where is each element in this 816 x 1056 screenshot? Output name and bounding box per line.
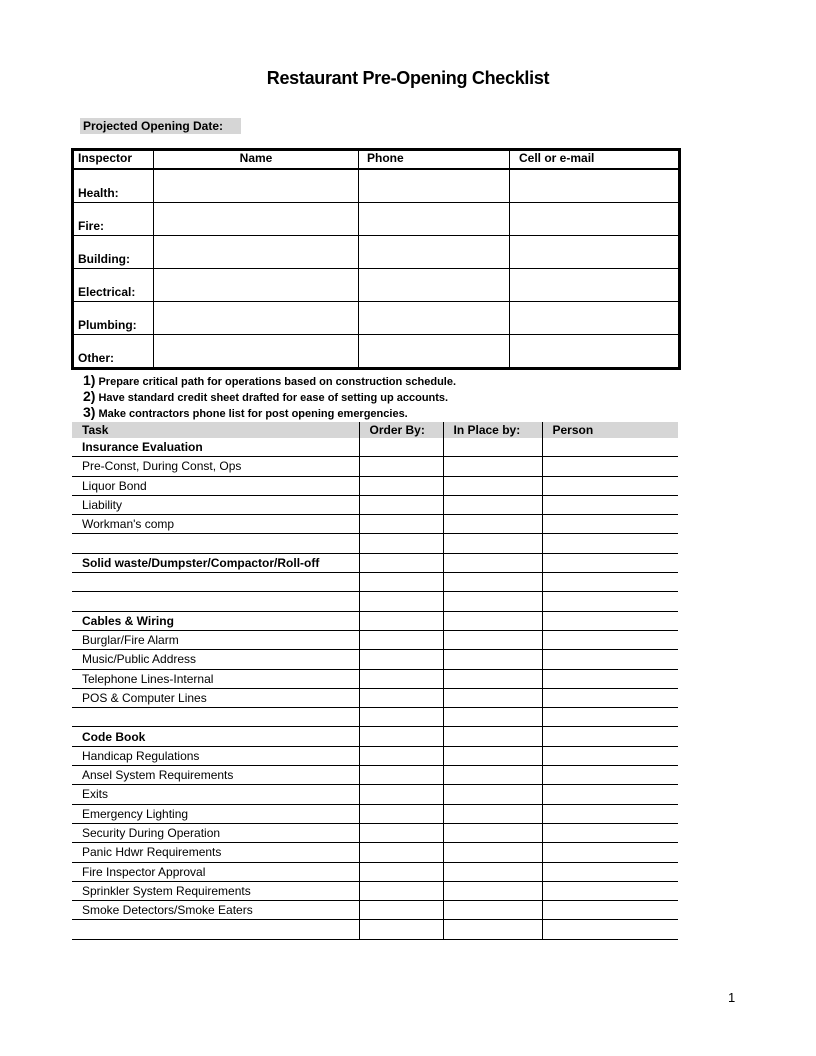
- order-by-cell[interactable]: [359, 708, 443, 727]
- name-cell[interactable]: [154, 236, 359, 269]
- person-cell[interactable]: [542, 843, 678, 862]
- person-cell[interactable]: [542, 592, 678, 611]
- header-order-by: Order By:: [359, 422, 443, 438]
- person-cell[interactable]: [542, 708, 678, 727]
- task-label: Fire Inspector Approval: [72, 862, 359, 881]
- in-place-by-cell[interactable]: [443, 708, 542, 727]
- name-cell[interactable]: [154, 169, 359, 203]
- task-label: Liability: [72, 495, 359, 514]
- order-by-cell[interactable]: [359, 592, 443, 611]
- inspector-row-plumbing: [73, 302, 680, 335]
- order-by-cell[interactable]: [359, 515, 443, 534]
- person-cell[interactable]: [542, 920, 678, 939]
- task-label: Sprinkler System Requirements: [72, 881, 359, 900]
- order-by-cell[interactable]: [359, 630, 443, 649]
- name-cell[interactable]: [154, 302, 359, 335]
- inspector-row-building: [73, 236, 680, 269]
- order-by-cell[interactable]: [359, 920, 443, 939]
- task-label: Solid waste/Dumpster/Compactor/Roll-off: [72, 553, 359, 572]
- header-phone: Phone: [359, 150, 510, 170]
- task-section-row: [72, 611, 678, 630]
- in-place-by-cell[interactable]: [443, 515, 542, 534]
- task-label: Pre-Const, During Const, Ops: [72, 457, 359, 476]
- task-label: [72, 708, 359, 727]
- inspector-label: Plumbing:: [73, 302, 154, 335]
- person-cell[interactable]: [542, 901, 678, 920]
- header-cell-email: Cell or e-mail: [510, 150, 680, 170]
- page-number: 1: [728, 990, 736, 1005]
- task-label: Panic Hdwr Requirements: [72, 843, 359, 862]
- task-label: Handicap Regulations: [72, 746, 359, 765]
- header-name: Name: [154, 150, 359, 170]
- projected-opening-date-label: Projected Opening Date:: [80, 118, 241, 134]
- person-cell[interactable]: [542, 553, 678, 572]
- order-by-cell[interactable]: [359, 746, 443, 765]
- step-text: Have standard credit sheet drafted for ease of setting up accounts.: [98, 392, 449, 404]
- in-place-by-cell[interactable]: [443, 611, 542, 630]
- step-text: Prepare critical path for operations based on construction schedule.: [98, 376, 457, 388]
- inspector-row-other: [73, 335, 680, 369]
- order-by-cell[interactable]: [359, 457, 443, 476]
- task-row: [72, 843, 678, 862]
- in-place-by-cell[interactable]: [443, 553, 542, 572]
- in-place-by-cell[interactable]: [443, 476, 542, 495]
- task-section-row: [72, 727, 678, 746]
- phone-cell[interactable]: [359, 236, 510, 269]
- steps-list: [83, 372, 456, 420]
- in-place-by-cell[interactable]: [443, 823, 542, 842]
- order-by-cell[interactable]: [359, 901, 443, 920]
- task-row: [72, 515, 678, 534]
- in-place-by-cell[interactable]: [443, 881, 542, 900]
- task-label: Security During Operation: [72, 823, 359, 842]
- task-row: [72, 457, 678, 476]
- person-cell[interactable]: [542, 515, 678, 534]
- order-by-cell[interactable]: [359, 804, 443, 823]
- order-by-cell[interactable]: [359, 862, 443, 881]
- task-row: [72, 708, 678, 727]
- order-by-cell[interactable]: [359, 495, 443, 514]
- name-cell[interactable]: [154, 335, 359, 369]
- task-row: [72, 688, 678, 707]
- task-row: [72, 920, 678, 939]
- in-place-by-cell[interactable]: [443, 727, 542, 746]
- in-place-by-cell[interactable]: [443, 630, 542, 649]
- phone-cell[interactable]: [359, 335, 510, 369]
- person-cell[interactable]: [542, 457, 678, 476]
- header-in-place-by: In Place by:: [443, 422, 542, 438]
- in-place-by-cell[interactable]: [443, 901, 542, 920]
- phone-cell[interactable]: [359, 269, 510, 302]
- header-task: Task: [72, 422, 359, 438]
- task-row: [72, 881, 678, 900]
- task-label: Burglar/Fire Alarm: [72, 630, 359, 649]
- task-row: [72, 592, 678, 611]
- person-cell[interactable]: [542, 804, 678, 823]
- task-label: [72, 920, 359, 939]
- phone-cell[interactable]: [359, 302, 510, 335]
- inspector-label: Fire:: [73, 203, 154, 236]
- inspector-table-header: [73, 150, 680, 170]
- in-place-by-cell[interactable]: [443, 785, 542, 804]
- person-cell[interactable]: [542, 669, 678, 688]
- task-row: [72, 476, 678, 495]
- step-number: 2): [83, 388, 96, 404]
- person-cell[interactable]: [542, 573, 678, 592]
- person-cell[interactable]: [542, 727, 678, 746]
- in-place-by-cell[interactable]: [443, 862, 542, 881]
- task-label: Smoke Detectors/Smoke Eaters: [72, 901, 359, 920]
- task-label: Exits: [72, 785, 359, 804]
- step-item: [83, 372, 456, 388]
- task-row: [72, 534, 678, 553]
- task-label: Workman's comp: [72, 515, 359, 534]
- in-place-by-cell[interactable]: [443, 573, 542, 592]
- person-cell[interactable]: [542, 766, 678, 785]
- inspector-row-fire: [73, 203, 680, 236]
- order-by-cell[interactable]: [359, 476, 443, 495]
- person-cell[interactable]: [542, 630, 678, 649]
- in-place-by-cell[interactable]: [443, 457, 542, 476]
- inspector-row-health: [73, 169, 680, 203]
- person-cell[interactable]: [542, 438, 678, 457]
- person-cell[interactable]: [542, 611, 678, 630]
- task-row: [72, 630, 678, 649]
- person-cell[interactable]: [542, 650, 678, 669]
- task-row: [72, 901, 678, 920]
- task-label: [72, 573, 359, 592]
- order-by-cell[interactable]: [359, 766, 443, 785]
- in-place-by-cell[interactable]: [443, 766, 542, 785]
- order-by-cell[interactable]: [359, 553, 443, 572]
- person-cell[interactable]: [542, 534, 678, 553]
- inspector-row-electrical: [73, 269, 680, 302]
- task-label: Music/Public Address: [72, 650, 359, 669]
- order-by-cell[interactable]: [359, 650, 443, 669]
- in-place-by-cell[interactable]: [443, 534, 542, 553]
- order-by-cell[interactable]: [359, 727, 443, 746]
- task-table: [72, 422, 678, 940]
- cell-email-cell[interactable]: [510, 335, 680, 369]
- task-row: [72, 650, 678, 669]
- in-place-by-cell[interactable]: [443, 804, 542, 823]
- person-cell[interactable]: [542, 862, 678, 881]
- task-row: [72, 804, 678, 823]
- name-cell[interactable]: [154, 269, 359, 302]
- person-cell[interactable]: [542, 688, 678, 707]
- order-by-cell[interactable]: [359, 688, 443, 707]
- person-cell[interactable]: [542, 495, 678, 514]
- order-by-cell[interactable]: [359, 611, 443, 630]
- in-place-by-cell[interactable]: [443, 843, 542, 862]
- task-label: [72, 534, 359, 553]
- name-cell[interactable]: [154, 203, 359, 236]
- order-by-cell[interactable]: [359, 823, 443, 842]
- task-row: [72, 669, 678, 688]
- task-section-row: [72, 553, 678, 572]
- cell-email-cell[interactable]: [510, 236, 680, 269]
- task-label: Code Book: [72, 727, 359, 746]
- step-item: [83, 388, 456, 404]
- task-label: Ansel System Requirements: [72, 766, 359, 785]
- task-section-row: [72, 438, 678, 457]
- in-place-by-cell[interactable]: [443, 669, 542, 688]
- inspector-label: Health:: [73, 169, 154, 203]
- order-by-cell[interactable]: [359, 669, 443, 688]
- task-label: Insurance Evaluation: [72, 438, 359, 457]
- task-row: [72, 573, 678, 592]
- task-row: [72, 746, 678, 765]
- inspector-table: [71, 148, 681, 370]
- in-place-by-cell[interactable]: [443, 920, 542, 939]
- task-row: [72, 785, 678, 804]
- order-by-cell[interactable]: [359, 534, 443, 553]
- step-number: 3): [83, 404, 96, 420]
- cell-email-cell[interactable]: [510, 302, 680, 335]
- order-by-cell[interactable]: [359, 881, 443, 900]
- inspector-label: Electrical:: [73, 269, 154, 302]
- task-row: [72, 495, 678, 514]
- header-person: Person: [542, 422, 678, 438]
- phone-cell[interactable]: [359, 169, 510, 203]
- order-by-cell[interactable]: [359, 438, 443, 457]
- person-cell[interactable]: [542, 746, 678, 765]
- task-table-header: [72, 422, 678, 438]
- task-label: Emergency Lighting: [72, 804, 359, 823]
- in-place-by-cell[interactable]: [443, 495, 542, 514]
- order-by-cell[interactable]: [359, 573, 443, 592]
- task-label: POS & Computer Lines: [72, 688, 359, 707]
- person-cell[interactable]: [542, 476, 678, 495]
- person-cell[interactable]: [542, 881, 678, 900]
- step-number: 1): [83, 372, 96, 388]
- in-place-by-cell[interactable]: [443, 438, 542, 457]
- task-label: [72, 592, 359, 611]
- task-label: Telephone Lines-Internal: [72, 669, 359, 688]
- order-by-cell[interactable]: [359, 785, 443, 804]
- step-text: Make contractors phone list for post opening emergencies.: [98, 408, 408, 420]
- in-place-by-cell[interactable]: [443, 592, 542, 611]
- person-cell[interactable]: [542, 823, 678, 842]
- task-row: [72, 823, 678, 842]
- in-place-by-cell[interactable]: [443, 650, 542, 669]
- task-row: [72, 766, 678, 785]
- task-label: Cables & Wiring: [72, 611, 359, 630]
- task-label: Liquor Bond: [72, 476, 359, 495]
- cell-email-cell[interactable]: [510, 203, 680, 236]
- header-inspector: Inspector: [73, 150, 154, 170]
- cell-email-cell[interactable]: [510, 169, 680, 203]
- cell-email-cell[interactable]: [510, 269, 680, 302]
- step-item: [83, 404, 456, 420]
- person-cell[interactable]: [542, 785, 678, 804]
- in-place-by-cell[interactable]: [443, 688, 542, 707]
- inspector-label: Other:: [73, 335, 154, 369]
- task-row: [72, 862, 678, 881]
- inspector-label: Building:: [73, 236, 154, 269]
- order-by-cell[interactable]: [359, 843, 443, 862]
- in-place-by-cell[interactable]: [443, 746, 542, 765]
- phone-cell[interactable]: [359, 203, 510, 236]
- page-title: Restaurant Pre-Opening Checklist: [266, 68, 550, 88]
